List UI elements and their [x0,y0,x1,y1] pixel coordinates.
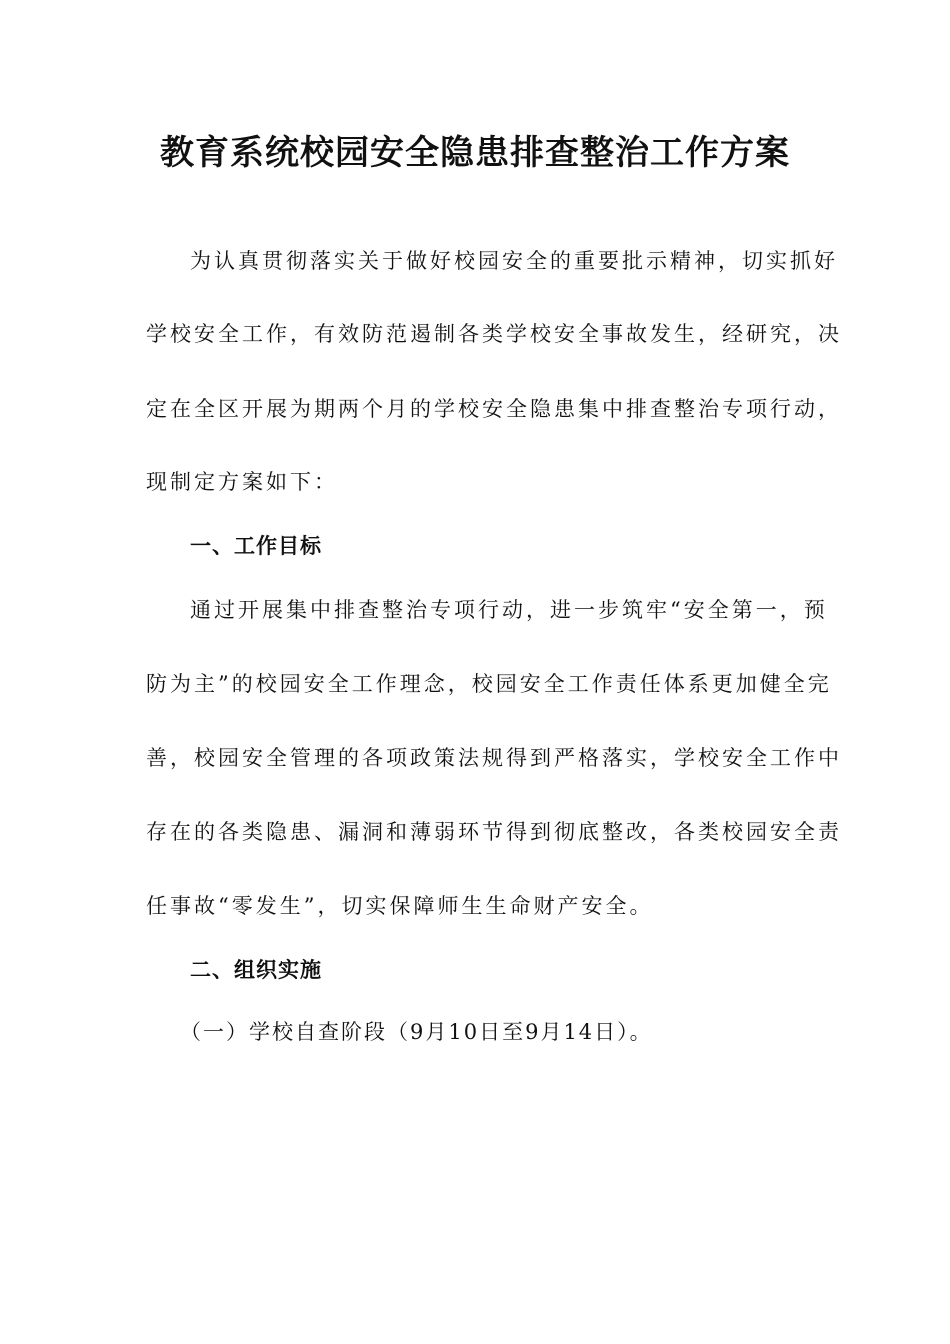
subsection-self-check: （一）学校自查阶段（9月10日至9月14日）。 [180,1020,653,1044]
intro-line-3: 定在全区开展为期两个月的学校安全隐患集中排查整治专项行动， [146,397,842,421]
goals-line-4: 存在的各类隐患、漏洞和薄弱环节得到彻底整改，各类校园安全责 [146,820,842,844]
goals-line-1: 通过开展集中排查整治专项行动，进一步筑牢“安全第一，预 [190,598,828,622]
goals-line-3: 善，校园安全管理的各项政策法规得到严格落实，学校安全工作中 [146,746,842,770]
goals-line-5: 任事故“零发生”，切实保障师生生命财产安全。 [146,894,654,918]
intro-line-4: 现制定方案如下： [146,470,338,494]
section-heading-goals: 一、工作目标 [190,533,322,558]
intro-line-2: 学校安全工作，有效防范遏制各类学校安全事故发生，经研究，决 [146,322,842,346]
intro-line-1: 为认真贯彻落实关于做好校园安全的重要批示精神，切实抓好 [190,249,838,273]
document-title: 教育系统校园安全隐患排查整治工作方案 [160,133,790,173]
goals-line-2: 防为主”的校园安全工作理念，校园安全工作责任体系更加健全完 [146,672,832,696]
section-heading-implementation: 二、组织实施 [190,957,322,982]
